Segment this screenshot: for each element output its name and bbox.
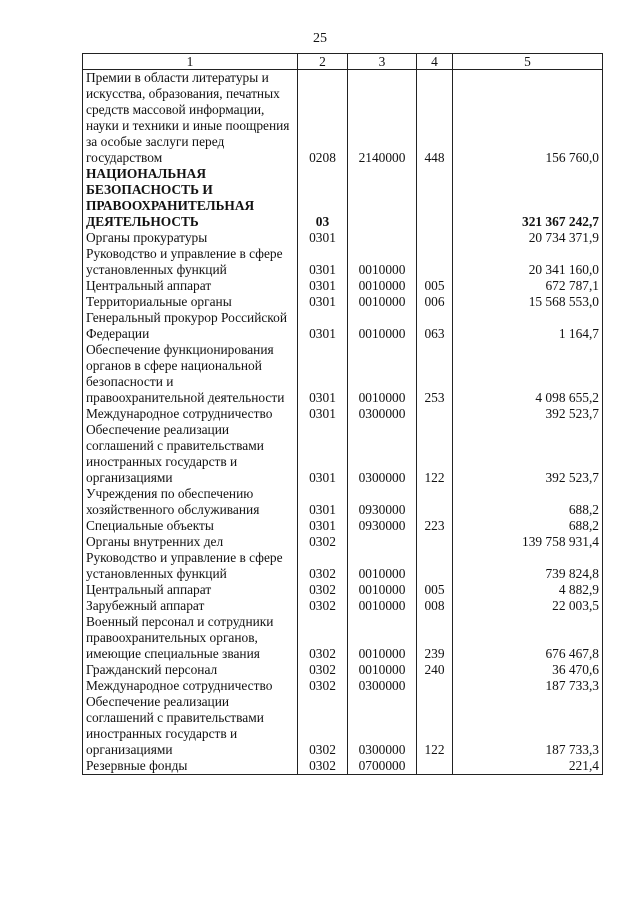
expense-type-code: [417, 166, 453, 230]
row-name: Центральный аппарат: [83, 582, 298, 598]
row-name: Органы внутренних дел: [83, 534, 298, 550]
amount: 20 341 160,0: [453, 246, 603, 278]
expense-type-code: [417, 758, 453, 775]
row-name: Специальные объекты: [83, 518, 298, 534]
target-code: 0300000: [348, 678, 417, 694]
table-row: [83, 294, 603, 310]
expense-type-code: [417, 230, 453, 246]
target-code: 0010000: [348, 582, 417, 598]
amount: 156 760,0: [453, 70, 603, 167]
expense-type-code: 005: [417, 278, 453, 294]
row-name: Руководство и управление в сфере установленных функций: [83, 246, 298, 278]
table-header: [83, 54, 603, 70]
row-name: Территориальные органы: [83, 294, 298, 310]
target-code: 2140000: [348, 70, 417, 167]
row-name: Международное сотрудничество: [83, 406, 298, 422]
section-code: 0208: [298, 70, 348, 167]
target-code: 0300000: [348, 406, 417, 422]
section-code: 0301: [298, 406, 348, 422]
expense-type-code: 240: [417, 662, 453, 678]
target-code: [348, 230, 417, 246]
expense-type-code: 006: [417, 294, 453, 310]
table-row: [83, 662, 603, 678]
amount: 321 367 242,7: [453, 166, 603, 230]
amount: 392 523,7: [453, 422, 603, 486]
table-row: [83, 70, 603, 167]
section-code: 0301: [298, 230, 348, 246]
amount: 1 164,7: [453, 310, 603, 342]
target-code: 0010000: [348, 246, 417, 278]
section-code: 0302: [298, 758, 348, 775]
table-row: [83, 758, 603, 775]
budget-table: [82, 53, 603, 775]
amount: 392 523,7: [453, 406, 603, 422]
section-code: 0301: [298, 486, 348, 518]
column-header-5: 5: [453, 54, 603, 70]
table-row: [83, 342, 603, 406]
expense-type-code: [417, 406, 453, 422]
section-code: 0302: [298, 582, 348, 598]
section-code: 0302: [298, 694, 348, 758]
table-row: [83, 422, 603, 486]
table-row: [83, 246, 603, 278]
section-code: 03: [298, 166, 348, 230]
amount: 15 568 553,0: [453, 294, 603, 310]
amount: 688,2: [453, 518, 603, 534]
section-code: 0302: [298, 550, 348, 582]
amount: 20 734 371,9: [453, 230, 603, 246]
target-code: 0010000: [348, 278, 417, 294]
row-name: Руководство и управление в сфере установленных функций: [83, 550, 298, 582]
column-header-1: 1: [83, 54, 298, 70]
target-code: 0930000: [348, 486, 417, 518]
target-code: [348, 166, 417, 230]
row-name: Генеральный прокурор Российской Федерации: [83, 310, 298, 342]
table-row: [83, 166, 603, 230]
table-row: [83, 486, 603, 518]
target-code: 0010000: [348, 598, 417, 614]
table-row: [83, 518, 603, 534]
expense-type-code: 008: [417, 598, 453, 614]
expense-type-code: 122: [417, 694, 453, 758]
target-code: [348, 534, 417, 550]
section-code: 0301: [298, 310, 348, 342]
table-row: [83, 278, 603, 294]
row-name: Обеспечение реализации соглашений с правительствами иностранных государств и организациями: [83, 694, 298, 758]
amount: 187 733,3: [453, 678, 603, 694]
expense-type-code: [417, 246, 453, 278]
target-code: 0010000: [348, 550, 417, 582]
target-code: 0930000: [348, 518, 417, 534]
amount: 22 003,5: [453, 598, 603, 614]
amount: 187 733,3: [453, 694, 603, 758]
amount: 739 824,8: [453, 550, 603, 582]
section-code: 0301: [298, 342, 348, 406]
section-code: 0301: [298, 278, 348, 294]
expense-type-code: [417, 550, 453, 582]
section-code: 0301: [298, 246, 348, 278]
target-code: 0700000: [348, 758, 417, 775]
expense-type-code: 253: [417, 342, 453, 406]
row-name: Международное сотрудничество: [83, 678, 298, 694]
table-row: [83, 406, 603, 422]
amount: 139 758 931,4: [453, 534, 603, 550]
row-name: Зарубежный аппарат: [83, 598, 298, 614]
amount: 672 787,1: [453, 278, 603, 294]
expense-type-code: [417, 534, 453, 550]
target-code: 0010000: [348, 614, 417, 662]
section-code: 0301: [298, 422, 348, 486]
expense-type-code: 122: [417, 422, 453, 486]
column-header-3: 3: [348, 54, 417, 70]
row-name: Премии в области литературы и искусства, образования, печатных средств массовой информации, науки и техники и иные поощрения за особые заслуги перед государством: [83, 70, 298, 167]
amount: 4 882,9: [453, 582, 603, 598]
target-code: 0010000: [348, 310, 417, 342]
target-code: 0300000: [348, 694, 417, 758]
table-row: [83, 534, 603, 550]
page-number: 25: [313, 31, 327, 46]
amount: 688,2: [453, 486, 603, 518]
amount: 676 467,8: [453, 614, 603, 662]
section-code: 0302: [298, 598, 348, 614]
target-code: 0300000: [348, 422, 417, 486]
row-name: Резервные фонды: [83, 758, 298, 775]
target-code: 0010000: [348, 662, 417, 678]
row-name: Учреждения по обеспечению хозяйственного обслуживания: [83, 486, 298, 518]
amount: 4 098 655,2: [453, 342, 603, 406]
table-row: [83, 678, 603, 694]
target-code: 0010000: [348, 342, 417, 406]
expense-type-code: [417, 486, 453, 518]
table-row: [83, 598, 603, 614]
row-name: НАЦИОНАЛЬНАЯ БЕЗОПАСНОСТЬ И ПРАВООХРАНИТЕЛЬНАЯ ДЕЯТЕЛЬНОСТЬ: [83, 166, 298, 230]
row-name: Военный персонал и сотрудники правоохранительных органов, имеющие специальные звания: [83, 614, 298, 662]
row-name: Гражданский персонал: [83, 662, 298, 678]
row-name: Центральный аппарат: [83, 278, 298, 294]
table-row: [83, 230, 603, 246]
row-name: Обеспечение реализации соглашений с правительствами иностранных государств и организациями: [83, 422, 298, 486]
section-code: 0302: [298, 614, 348, 662]
expense-type-code: 063: [417, 310, 453, 342]
amount: 36 470,6: [453, 662, 603, 678]
expense-type-code: 239: [417, 614, 453, 662]
table-row: [83, 694, 603, 758]
table-row: [83, 582, 603, 598]
row-name: Обеспечение функционирования органов в сфере национальной безопасности и правоохранительной деятельности: [83, 342, 298, 406]
section-code: 0302: [298, 678, 348, 694]
table-row: [83, 614, 603, 662]
row-name: Органы прокуратуры: [83, 230, 298, 246]
header-row: [83, 54, 603, 70]
section-code: 0301: [298, 294, 348, 310]
expense-type-code: 005: [417, 582, 453, 598]
column-header-2: 2: [298, 54, 348, 70]
section-code: 0302: [298, 534, 348, 550]
table-row: [83, 550, 603, 582]
table-body: [83, 70, 603, 775]
section-code: 0301: [298, 518, 348, 534]
table-row: [83, 310, 603, 342]
expense-type-code: [417, 678, 453, 694]
section-code: 0302: [298, 662, 348, 678]
target-code: 0010000: [348, 294, 417, 310]
column-header-4: 4: [417, 54, 453, 70]
expense-type-code: 223: [417, 518, 453, 534]
amount: 221,4: [453, 758, 603, 775]
expense-type-code: 448: [417, 70, 453, 167]
